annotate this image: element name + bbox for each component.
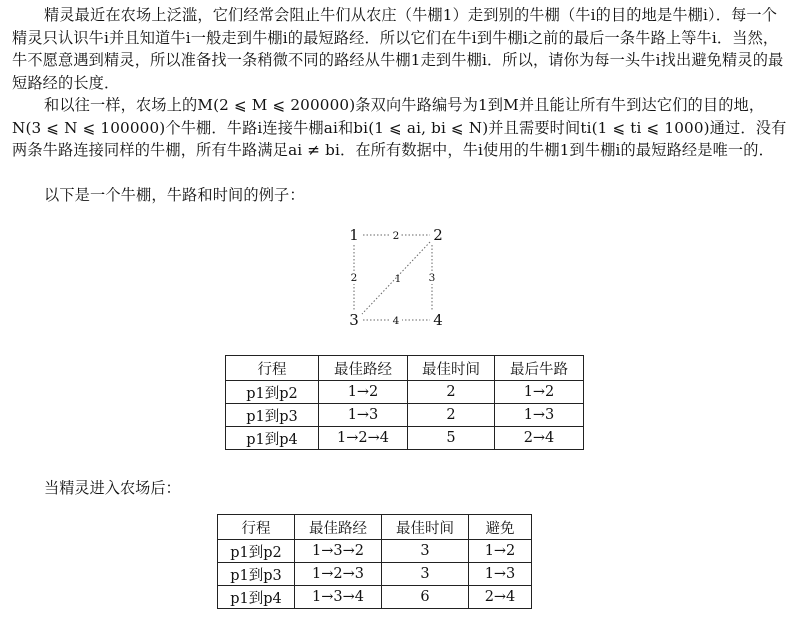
table-row bbox=[218, 540, 532, 563]
col-best-time: 最佳时间 bbox=[408, 356, 495, 381]
edge-weight-1-2: 2 bbox=[392, 230, 400, 242]
col-best-time: 最佳时间 bbox=[382, 515, 469, 540]
cell-trip: p1到p3 bbox=[218, 563, 295, 586]
cell-path: 1→2→4 bbox=[319, 427, 408, 450]
example-graph bbox=[330, 220, 460, 335]
edge-weight-3-4: 4 bbox=[392, 315, 400, 327]
cell-time: 2 bbox=[408, 381, 495, 404]
table-row bbox=[218, 586, 532, 609]
cell-time: 3 bbox=[382, 540, 469, 563]
cell-time: 2 bbox=[408, 404, 495, 427]
edge-weight-1-3: 2 bbox=[350, 272, 358, 284]
col-best-path: 最佳路经 bbox=[319, 356, 408, 381]
paragraph-intro bbox=[12, 4, 788, 94]
graph-node-4: 4 bbox=[433, 311, 443, 329]
cell-path: 1→3→4 bbox=[295, 586, 382, 609]
table-row bbox=[218, 563, 532, 586]
cell-road: 1→2 bbox=[495, 381, 584, 404]
table-row bbox=[226, 381, 584, 404]
paragraph-intro-text: 精灵最近在农场上泛滥，它们经常会阻止牛们从农庄（牛棚1）走到别的牛棚（牛i的目的地是牛棚i）．每一个精灵只认识牛i并且知道牛i一般走到牛棚i的最短路经．所以它们在牛i到牛棚i之前的最后一条牛路上等牛i．当然，牛不愿意遇到精灵，所以准备找一条稍微不同的路经从牛棚1走到牛棚i．所以，请你为每一头牛i找出避免精灵的最短路经的长度． bbox=[12, 6, 784, 92]
example-graph-svg bbox=[330, 220, 460, 335]
graph-node-1: 1 bbox=[349, 226, 359, 244]
cell-path: 1→3 bbox=[319, 404, 408, 427]
edge-weight-2-4: 3 bbox=[428, 272, 436, 284]
cell-time: 6 bbox=[382, 586, 469, 609]
col-last-road: 最后牛路 bbox=[495, 356, 584, 381]
col-trip: 行程 bbox=[218, 515, 295, 540]
cell-path: 1→2 bbox=[319, 381, 408, 404]
cell-trip: p1到p3 bbox=[226, 404, 319, 427]
cell-avoid: 1→3 bbox=[469, 563, 532, 586]
table-row bbox=[226, 404, 584, 427]
cell-avoid: 2→4 bbox=[469, 586, 532, 609]
routes-table-after bbox=[217, 514, 532, 609]
table-row bbox=[226, 427, 584, 450]
cell-road: 2→4 bbox=[495, 427, 584, 450]
cell-avoid: 1→2 bbox=[469, 540, 532, 563]
cell-trip: p1到p2 bbox=[226, 381, 319, 404]
cell-trip: p1到p2 bbox=[218, 540, 295, 563]
cell-path: 1→3→2 bbox=[295, 540, 382, 563]
edge-weight-2-3: 1 bbox=[394, 273, 402, 285]
after-elves-label: 当精灵进入农场后： bbox=[44, 479, 181, 497]
col-trip: 行程 bbox=[226, 356, 319, 381]
paragraph-example-intro bbox=[12, 184, 788, 207]
cell-road: 1→3 bbox=[495, 404, 584, 427]
routes-table-before bbox=[225, 355, 584, 450]
paragraph-constraints bbox=[12, 94, 788, 162]
col-avoid: 避免 bbox=[469, 515, 532, 540]
graph-node-2: 2 bbox=[433, 226, 443, 244]
cell-trip: p1到p4 bbox=[218, 586, 295, 609]
cell-trip: p1到p4 bbox=[226, 427, 319, 450]
table-header-row bbox=[226, 356, 584, 381]
paragraph-constraints-text: 和以往一样，农场上的M(2 ⩽ M ⩽ 200000)条双向牛路编号为1到M并且能让所有牛到达它们的目的地，N(3 ⩽ N ⩽ 100000)个牛棚．牛路i连接牛棚ai和bi(1 ⩽ ai, bi ⩽ N)并且需要时间ti(1 ⩽ ti ⩽ 1000)通过．没有两条牛路连接同样的牛棚，所有牛路满足ai ≠ bi．在所有数据中，牛i使用的牛棚1到牛棚i的最短路经是唯一的． bbox=[12, 96, 787, 159]
cell-time: 5 bbox=[408, 427, 495, 450]
cell-path: 1→2→3 bbox=[295, 563, 382, 586]
paragraph-example-intro-text: 以下是一个牛棚，牛路和时间的例子： bbox=[44, 186, 305, 204]
col-best-path: 最佳路经 bbox=[295, 515, 382, 540]
graph-node-3: 3 bbox=[349, 311, 359, 329]
table-header-row bbox=[218, 515, 532, 540]
cell-time: 3 bbox=[382, 563, 469, 586]
